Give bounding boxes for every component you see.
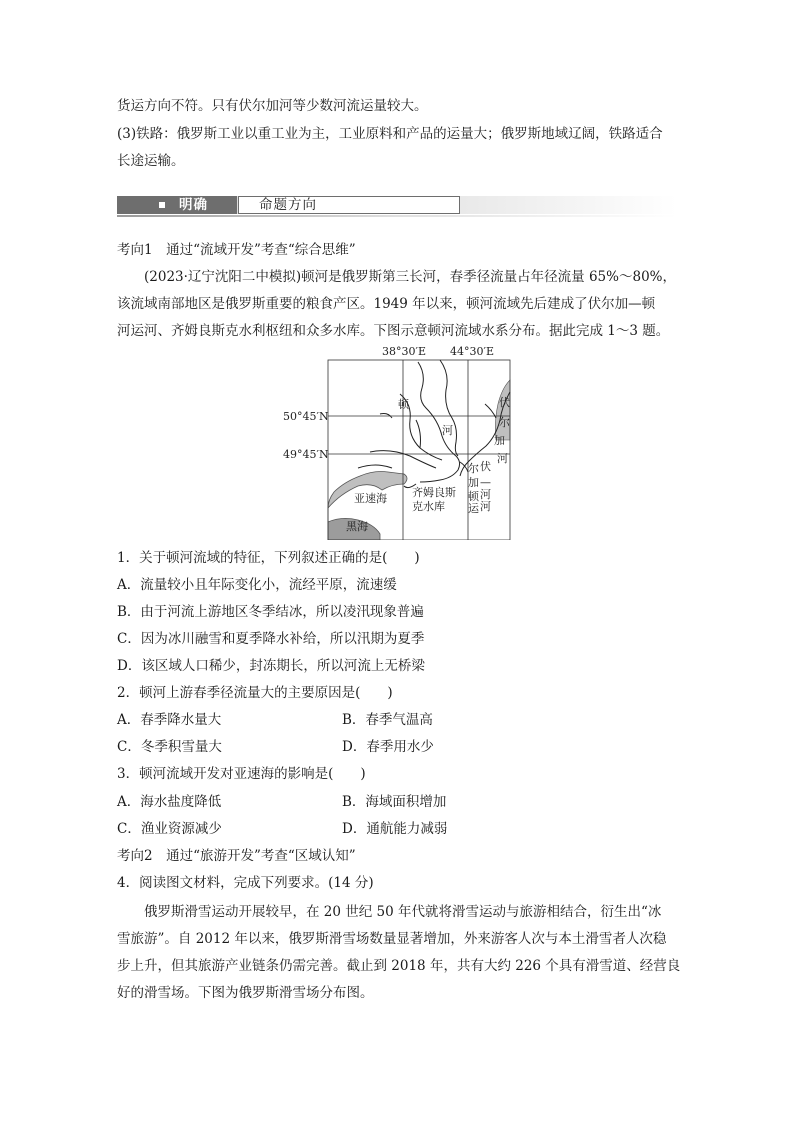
- intro-line-2: (3)铁路：俄罗斯工业以重工业为主，工业原料和产品的运量大；俄罗斯地域辽阔，铁路适合: [117, 126, 663, 142]
- don-tributary-6: [358, 465, 392, 468]
- map-label-canal-4: —: [480, 476, 491, 489]
- intro-line-1: 货运方向不符。只有伏尔加河等少数河流运量较大。: [117, 98, 428, 114]
- map-label-reservoir-2: 克水库: [412, 500, 445, 513]
- map-label-black-sea: 黑海: [346, 520, 368, 533]
- square-bullet-icon: [159, 202, 165, 208]
- question-1: 1．关于顿河流域的特征，下列叙述正确的是( ): [117, 550, 420, 566]
- lat-label-2: 49°45′N: [283, 448, 329, 461]
- question-1-option-d: D．该区域人口稀少，封冻期长，所以河流上无桥梁: [117, 658, 425, 674]
- question-2-option-a: A．春季降水量大: [117, 712, 222, 728]
- don-river-basin-map: [280, 344, 520, 540]
- banner-light-label: 命题方向: [259, 197, 317, 213]
- map-label-volga-3: 加: [494, 434, 505, 447]
- question-2-option-c: C．冬季积雪量大: [117, 739, 222, 755]
- question-3-option-a: A．海水盐度降低: [117, 794, 222, 810]
- map-label-canal-1: 伏: [480, 460, 491, 473]
- map-label-don-2: 河: [442, 424, 453, 437]
- grid-lines: [328, 360, 510, 540]
- banner-light-tab: [238, 196, 460, 214]
- section1-para-line-1: (2023·辽宁沈阳二中模拟)顿河是俄罗斯第三长河，春季径流量占年径流量 65%～80%，: [144, 269, 676, 285]
- map-label-canal-3: 加: [468, 476, 479, 489]
- map-label-reservoir-1: 齐姆良斯: [412, 486, 456, 499]
- intro-line-3: 长途运输。: [117, 153, 185, 169]
- lon-label-2: 44°30′E: [450, 345, 495, 358]
- map-label-canal-8: 河: [480, 500, 491, 513]
- section1-para-line-2: 该流域南部地区是俄罗斯重要的粮食产区。1949 年以来，顿河流域先后建成了伏尔加—顿: [117, 296, 656, 312]
- map-label-canal-6: 河: [480, 488, 491, 501]
- banner-underline: [117, 215, 677, 217]
- section1-heading: 考向1 通过“流域开发”考查“综合思维”: [117, 242, 356, 258]
- map-svg: [280, 344, 520, 540]
- lat-label-1: 50°45′N: [283, 410, 329, 423]
- map-label-volga-2: 尔: [499, 416, 510, 429]
- map-label-canal-2: 尔: [468, 462, 479, 475]
- map-label-canal-5: 顿: [468, 490, 479, 503]
- question-2: 2．顿河上游春季径流量大的主要原因是( ): [117, 685, 393, 701]
- question-2-option-d: D．春季用水少: [342, 739, 434, 755]
- lon-label-1: 38°30′E: [382, 345, 427, 358]
- question-3: 3．顿河流域开发对亚速海的影响是( ): [117, 766, 366, 782]
- map-label-volga-1: 伏: [499, 396, 510, 409]
- section2-para-line-1: 俄罗斯滑雪运动开展较早，在 20 世纪 50 年代就将滑雪运动与旅游相结合，衍生出“冰: [144, 904, 662, 920]
- question-3-option-c: C．渔业资源减少: [117, 821, 222, 837]
- map-label-canal-7: 运: [468, 502, 479, 515]
- section2-heading: 考向2 通过“旅游开发”考查“区域认知”: [117, 848, 356, 864]
- don-river-line: [418, 362, 460, 482]
- don-tributary-1: [440, 360, 458, 456]
- map-frame: [328, 360, 510, 540]
- map-label-don-1: 顿: [398, 398, 409, 411]
- section2-para-line-4: 好的滑雪场。下图为俄罗斯滑雪场分布图。: [117, 985, 374, 1001]
- map-label-azov-sea: 亚速海: [354, 492, 387, 505]
- banner-dark-tab: [117, 196, 237, 214]
- question-3-option-d: D．通航能力减弱: [342, 821, 448, 837]
- section1-para-line-3: 河运河、齐姆良斯克水利枢纽和众多水库。下图示意顿河流域水系分布。据此完成 1～3 题。: [117, 323, 670, 339]
- question-1-option-b: B．由于河流上游地区冬季结冰，所以凌汛现象普遍: [117, 604, 424, 620]
- section2-para-line-3: 步上升，但其旅游产业链条仍需完善。截止到 2018 年，共有大约 226 个具有滑雪道、经营良: [117, 958, 681, 974]
- section-banner: [117, 196, 677, 214]
- question-1-option-a: A．流量较小且年际变化小，流经平原，流速缓: [117, 577, 397, 593]
- section2-para-line-2: 雪旅游”。自 2012 年以来，俄罗斯滑雪场数量显著增加，外来游客人次与本土滑雪者人次稳: [117, 931, 667, 947]
- question-4: 4．阅读图文材料，完成下列要求。(14 分): [117, 875, 374, 891]
- map-label-volga-4: 河: [497, 452, 508, 465]
- question-2-option-b: B．春季气温高: [342, 712, 433, 728]
- question-1-option-c: C．因为冰川融雪和夏季降水补给，所以汛期为夏季: [117, 631, 425, 647]
- question-3-option-b: B．海域面积增加: [342, 794, 447, 810]
- banner-dark-label: 明确: [179, 197, 208, 213]
